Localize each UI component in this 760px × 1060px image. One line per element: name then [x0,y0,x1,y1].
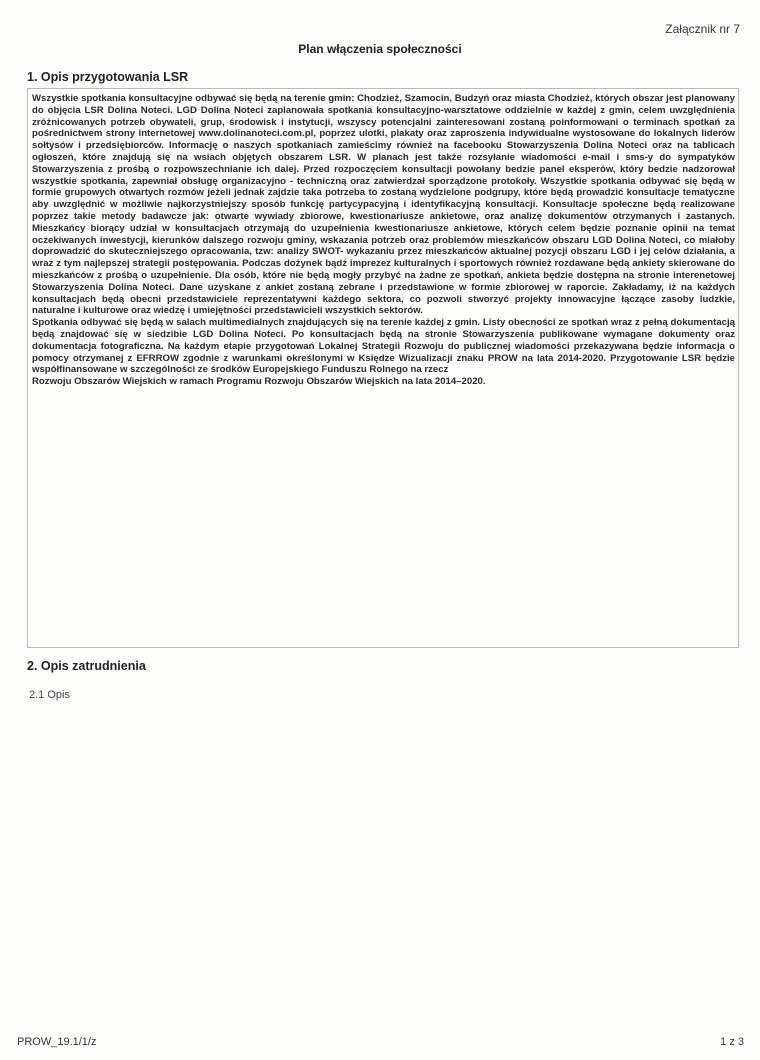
annex-label: Załącznik nr 7 [665,22,740,36]
section-2-heading: 2. Opis zatrudnienia [27,659,146,673]
paragraph-meetings: Spotkania odbywać się będą w salach multimedialnych znajdujących się na terenie każdej z gmin. Listy obecności ze spotkań wraz z pełną dokumentacją będą znajdować się w siedzibie LGD Dolina Noteci. Po konsultacjach będą na stronie Stowarzyszenia publikowane wymagane dokumenty oraz dokumentacja fotograficzna. Na każdym etapie przygotowań Lokalnej Strategii Rozwoju do publicznej wiadomości przekazywana będzie informacja o pomocy otrzymanej z EFRROW zgodnie z warunkami określonymi w Księdze Wizualizacji znaku PROW na lata 2014-2020. Przygotowanie LSR będzie współfinansowane w szczególności ze środków Europejskiego Funduszu Rolnego na rzecz Rozwoju Obszarów Wiejskich w ramach Programu Rozwoju Obszarów Wiejskich na lata 2014–2020. [32,317,735,388]
paragraph-consultations: Wszystkie spotkania konsultacyjne odbywać się będą na terenie gmin: Chodzież, Szamocin, Budzyń oraz miasta Chodzież, których obszar jest planowany do objęcia LSR Dolina Noteci. LGD Dolina Noteci zaplanowała spotkania konsultacyjno-warsztatowe oddzielnie w każdej z gmin, celem uwzględnienia zróżnicowanych potrzeb obywateli, grup, środowisk i instytucji, wszyscy potencjalni zainteresowani zostaną poinformowani o terminach spotkań za pośrednictwem strony internetowej www.dolinanoteci.com.pl, poprzez ulotki, plakaty oraz zaproszenia indywidualne wystosowane do lokalnych liderów sołtysów i przedsiębiorców. Informację o naszych spotkaniach zamieścimy również na facebooku Stowarzyszenia Dolina Noteci oraz na tablicach ogłoszeń, które znajdują się na wsiach objętych obszarem LSR. W planach jest także rozsyłanie wiadomości e-mail i sms-y do sympatyków Stowarzyszenia z prośbą o rozpowszechnianie ich dalej. Przed rozpoczęciem konsultacji powołany bedzie panel eksperów, który bedzie nadzorował wszystkie spotkania, zapewniał obsługę organizacyjno - techniczną oraz zatwierdzał sporządzone protokoły. Wszystkie spotkania odbywać się będą w formie grupowych otwartych rozmów jeżeli jednak zajdzie taka potrzeba to zostaną wydzielone podgrupy, które będą prowadzić konsultacje tematyczne aby uwzględnić w możliwie najkorzystniejszy sposób funkcję partycypacyjną i identyfikacyjną konsultacji. Konsultacje społeczne będą realizowane poprzez takie metody badawcze jak: otwarte wywiady zbiorowe, kwestionariusze ankietowe, oraz analizę dokumentów otrzymanych i zastanych. Mieszkańcy biorący udział w konsultacjach otrzymają do uzupełnienia kwestionariusze ankietowe, których celem będzie poznanie opinii na temat oczekiwanych inwestycji, kierunków dalszego rozwoju gminy, wskazania potrzeb oraz problemów mieszkańców obszaru LGD Dolina Noteci, co miałoby doprowadzić do skuteczniejszego opracowania, tzw: analizy SWOT- wykazaniu przez mieszkańców aktualnej pozycji obszaru LGD i jej celów działania, a wraz z tym najlepszej strategii postępowania. Podczas dożynek bądź imprezez kulturalnych i sportowych również rozdawane będą ankiety skierowane do mieszkańców z prośbą o uzupełnienie. Dla osób, które nie będą mogły przybyć na żadne ze spotkań, ankieta będzie dostępna na stronie interenetowej Stowarzyszenia Dolina Noteci. Dane uzyskane z ankiet zostaną zebrane i przedstawione w formie zbiorowej w raporcie. Zakładamy, iż na każdych konsultacjach będą obecni przedstawiciele reprezentatywni każdego sektora, co pozwoli stworzyć projekty innowacyjne łączące zasoby ludzkie, naturalne i kulturowe oraz wiedzę i umiejętności przedstawicieli wszystkich sektorów. [32,93,735,317]
page-number: 1 z 3 [720,1036,744,1048]
section-1-heading: 1. Opis przygotowania LSR [27,70,189,84]
section-2-1-heading: 2.1 Opis [29,689,70,701]
form-code: PROW_19.1/1/z [17,1036,97,1048]
document-title: Plan włączenia społeczności [298,42,462,56]
lsr-description-textbox [27,88,739,648]
